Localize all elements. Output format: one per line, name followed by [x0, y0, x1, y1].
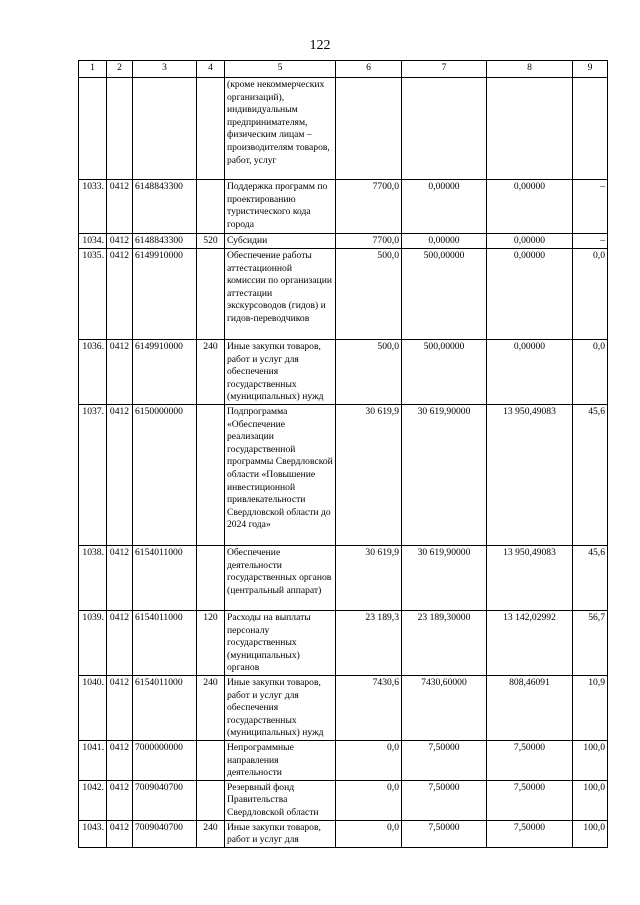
table-row [79, 340, 608, 405]
section-code: 0412 [107, 780, 133, 820]
target-code: 7000000000 [133, 740, 197, 780]
value-col8: 13 950,49083 [487, 546, 573, 611]
value-col7: 30 619,90000 [402, 405, 487, 546]
item-name: Субсидии [225, 234, 336, 249]
value-col6: 0,0 [336, 740, 402, 780]
value-col6: 500,0 [336, 340, 402, 405]
expense-type [197, 249, 225, 340]
target-code: 7009040700 [133, 820, 197, 847]
value-col6: 7430,6 [336, 675, 402, 740]
expense-type: 240 [197, 340, 225, 405]
value-col8: 808,46091 [487, 675, 573, 740]
row-number: 1040. [79, 675, 107, 740]
section-code: 0412 [107, 546, 133, 611]
column-header: 7 [402, 61, 487, 78]
target-code: 6154011000 [133, 611, 197, 676]
target-code: 6148843300 [133, 180, 197, 234]
expense-type: 240 [197, 675, 225, 740]
value-col6: 500,0 [336, 249, 402, 340]
table-header-row [79, 61, 608, 78]
row-number: 1041. [79, 740, 107, 780]
row-number [79, 78, 107, 180]
value-col7: 0,00000 [402, 180, 487, 234]
item-name: Непрограммные направления деятельности [225, 740, 336, 780]
value-col7: 7430,60000 [402, 675, 487, 740]
expense-type [197, 405, 225, 546]
column-header: 6 [336, 61, 402, 78]
row-number: 1035. [79, 249, 107, 340]
value-col6: 0,0 [336, 820, 402, 847]
table-row [79, 405, 608, 546]
column-header: 5 [225, 61, 336, 78]
table-row [79, 675, 608, 740]
value-col7 [402, 78, 487, 180]
column-header: 1 [79, 61, 107, 78]
expense-type [197, 740, 225, 780]
column-header: 4 [197, 61, 225, 78]
table-row [79, 820, 608, 847]
table-row [79, 78, 608, 180]
item-name: Иные закупки товаров, работ и услуг для обеспечения государственных (муниципальных) нужд [225, 340, 336, 405]
value-col8: 7,50000 [487, 740, 573, 780]
value-col8: 0,00000 [487, 249, 573, 340]
section-code: 0412 [107, 820, 133, 847]
value-col9: 0,0 [573, 249, 608, 340]
section-code [107, 78, 133, 180]
target-code: 6154011000 [133, 546, 197, 611]
item-name: Поддержка программ по проектированию туристического кода города [225, 180, 336, 234]
row-number: 1042. [79, 780, 107, 820]
value-col9: 100,0 [573, 780, 608, 820]
value-col8: 13 950,49083 [487, 405, 573, 546]
budget-table [78, 60, 608, 848]
table-row [79, 740, 608, 780]
value-col8: 7,50000 [487, 820, 573, 847]
item-name: Резервный фонд Правительства Свердловской области [225, 780, 336, 820]
value-col9: – [573, 234, 608, 249]
value-col7: 500,00000 [402, 340, 487, 405]
item-name: Иные закупки товаров, работ и услуг для [225, 820, 336, 847]
target-code: 6150000000 [133, 405, 197, 546]
section-code: 0412 [107, 405, 133, 546]
value-col7: 7,50000 [402, 780, 487, 820]
target-code [133, 78, 197, 180]
value-col9: 45,6 [573, 546, 608, 611]
value-col6: 30 619,9 [336, 546, 402, 611]
expense-type [197, 78, 225, 180]
item-name: Расходы на выплаты персоналу государственных (муниципальных) органов [225, 611, 336, 676]
target-code: 6154011000 [133, 675, 197, 740]
row-number: 1036. [79, 340, 107, 405]
table-row [79, 611, 608, 676]
value-col6: 7700,0 [336, 234, 402, 249]
value-col8: 13 142,02992 [487, 611, 573, 676]
expense-type: 240 [197, 820, 225, 847]
value-col7: 0,00000 [402, 234, 487, 249]
value-col9: 100,0 [573, 820, 608, 847]
value-col7: 500,00000 [402, 249, 487, 340]
section-code: 0412 [107, 249, 133, 340]
value-col9: 56,7 [573, 611, 608, 676]
value-col8: 0,00000 [487, 180, 573, 234]
item-name: Обеспечение деятельности государственных органов (центральный аппарат) [225, 546, 336, 611]
section-code: 0412 [107, 340, 133, 405]
column-header: 3 [133, 61, 197, 78]
section-code: 0412 [107, 234, 133, 249]
column-header: 8 [487, 61, 573, 78]
section-code: 0412 [107, 675, 133, 740]
row-number: 1037. [79, 405, 107, 546]
value-col6: 23 189,3 [336, 611, 402, 676]
expense-type [197, 780, 225, 820]
row-number: 1038. [79, 546, 107, 611]
value-col9: 10,9 [573, 675, 608, 740]
table-row [79, 234, 608, 249]
table-row [79, 180, 608, 234]
value-col9 [573, 78, 608, 180]
target-code: 6149910000 [133, 249, 197, 340]
item-name: Подпрограмма «Обеспечение реализации государственной программы Свердловской области «Повышение инвестиционной привлекательности Свердловской области до 2024 года» [225, 405, 336, 546]
value-col8 [487, 78, 573, 180]
item-name: Обеспечение работы аттестационной комиссии по организации аттестации экскурсоводов (гидов) и гидов-переводчиков [225, 249, 336, 340]
value-col7: 7,50000 [402, 740, 487, 780]
value-col9: 100,0 [573, 740, 608, 780]
target-code: 7009040700 [133, 780, 197, 820]
section-code: 0412 [107, 611, 133, 676]
row-number: 1034. [79, 234, 107, 249]
expense-type [197, 546, 225, 611]
column-header: 2 [107, 61, 133, 78]
expense-type [197, 180, 225, 234]
section-code: 0412 [107, 740, 133, 780]
value-col9: 45,6 [573, 405, 608, 546]
value-col9: 0,0 [573, 340, 608, 405]
value-col7: 30 619,90000 [402, 546, 487, 611]
value-col7: 23 189,30000 [402, 611, 487, 676]
value-col6: 7700,0 [336, 180, 402, 234]
expense-type: 520 [197, 234, 225, 249]
table-row [79, 546, 608, 611]
table-row [79, 780, 608, 820]
expense-type: 120 [197, 611, 225, 676]
value-col8: 0,00000 [487, 234, 573, 249]
column-header: 9 [573, 61, 608, 78]
row-number: 1043. [79, 820, 107, 847]
row-number: 1039. [79, 611, 107, 676]
item-name: (кроме некоммерческих организаций), индивидуальным предпринимателям, физическим лицам – производителям товаров, работ, услуг [225, 78, 336, 180]
item-name: Иные закупки товаров, работ и услуг для обеспечения государственных (муниципальных) нужд [225, 675, 336, 740]
row-number: 1033. [79, 180, 107, 234]
page-number: 122 [309, 38, 331, 53]
value-col8: 0,00000 [487, 340, 573, 405]
value-col6: 30 619,9 [336, 405, 402, 546]
value-col6: 0,0 [336, 780, 402, 820]
value-col8: 7,50000 [487, 780, 573, 820]
value-col7: 7,50000 [402, 820, 487, 847]
section-code: 0412 [107, 180, 133, 234]
target-code: 6148843300 [133, 234, 197, 249]
value-col9: – [573, 180, 608, 234]
value-col6 [336, 78, 402, 180]
target-code: 6149910000 [133, 340, 197, 405]
table-row [79, 249, 608, 340]
